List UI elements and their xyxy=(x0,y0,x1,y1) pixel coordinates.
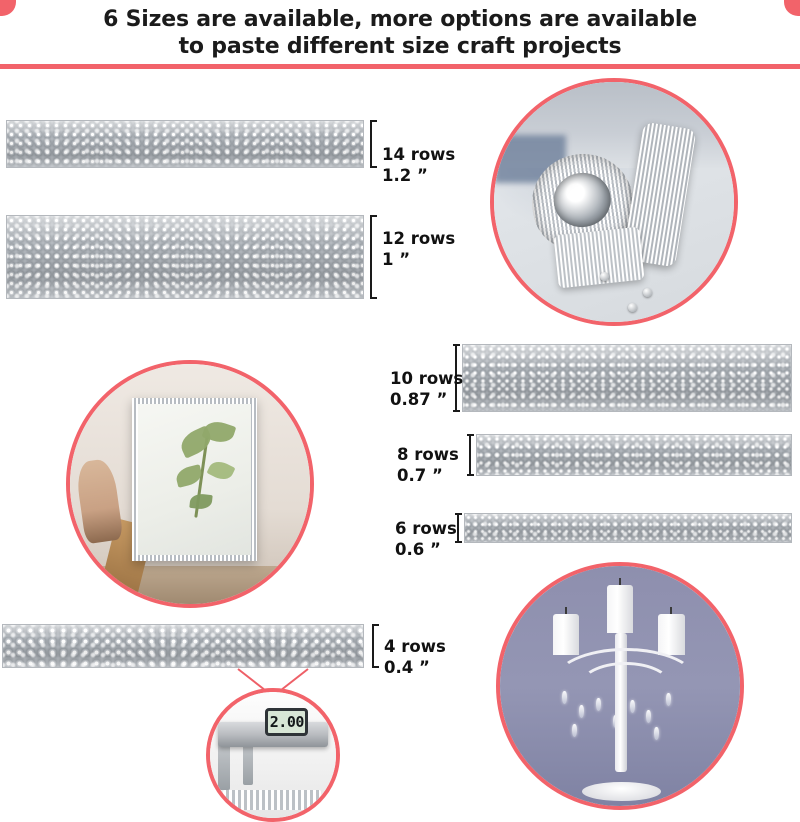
measure-bracket-14-rows xyxy=(370,120,372,168)
photo-caliper-measure xyxy=(206,688,340,822)
size-inches-12: 1 ” xyxy=(382,250,411,269)
size-rows-14: 14 rows xyxy=(382,145,456,164)
size-label-6-rows xyxy=(395,518,457,560)
size-inches-4: 0.4 ” xyxy=(384,658,430,677)
header-divider xyxy=(0,64,800,69)
size-rows-4: 4 rows xyxy=(384,637,446,656)
size-label-12-rows xyxy=(382,228,455,270)
size-rows-12: 12 rows xyxy=(382,229,456,248)
size-label-4-rows xyxy=(384,636,446,678)
caliper-display xyxy=(265,708,308,736)
size-inches-14: 1.2 ” xyxy=(382,166,428,185)
photo-candelabra xyxy=(496,562,744,810)
measure-bracket-6-rows xyxy=(457,513,459,543)
measure-bracket-8-rows xyxy=(469,434,471,476)
rhinestone-strip-6-rows xyxy=(464,513,792,543)
caliper-reading: 2.00 xyxy=(269,713,304,732)
photo-rolls-on-rug xyxy=(490,78,738,326)
size-label-8-rows xyxy=(397,444,459,486)
header-line-2: to paste different size craft projects xyxy=(178,34,622,59)
size-label-10-rows xyxy=(390,368,463,410)
header-line-1: 6 Sizes are available, more options are available xyxy=(103,7,697,32)
rhinestone-strip-4-rows xyxy=(2,624,364,668)
size-inches-8: 0.7 ” xyxy=(397,466,443,485)
size-rows-8: 8 rows xyxy=(397,445,459,464)
size-rows-6: 6 rows xyxy=(395,519,457,538)
rhinestone-strip-14-rows xyxy=(6,120,364,168)
size-rows-10: 10 rows xyxy=(390,369,464,388)
page-header xyxy=(0,0,800,66)
rhinestone-strip-12-rows xyxy=(6,215,364,299)
photo-vanity-mirror xyxy=(66,360,314,608)
size-inches-6: 0.6 ” xyxy=(395,540,441,559)
measure-bracket-4-rows xyxy=(372,624,374,668)
size-inches-10: 0.87 ” xyxy=(390,390,448,409)
rhinestone-strip-8-rows xyxy=(476,434,792,476)
rhinestone-strip-10-rows xyxy=(462,344,792,412)
size-label-14-rows xyxy=(382,144,455,186)
measure-bracket-12-rows xyxy=(370,215,372,299)
